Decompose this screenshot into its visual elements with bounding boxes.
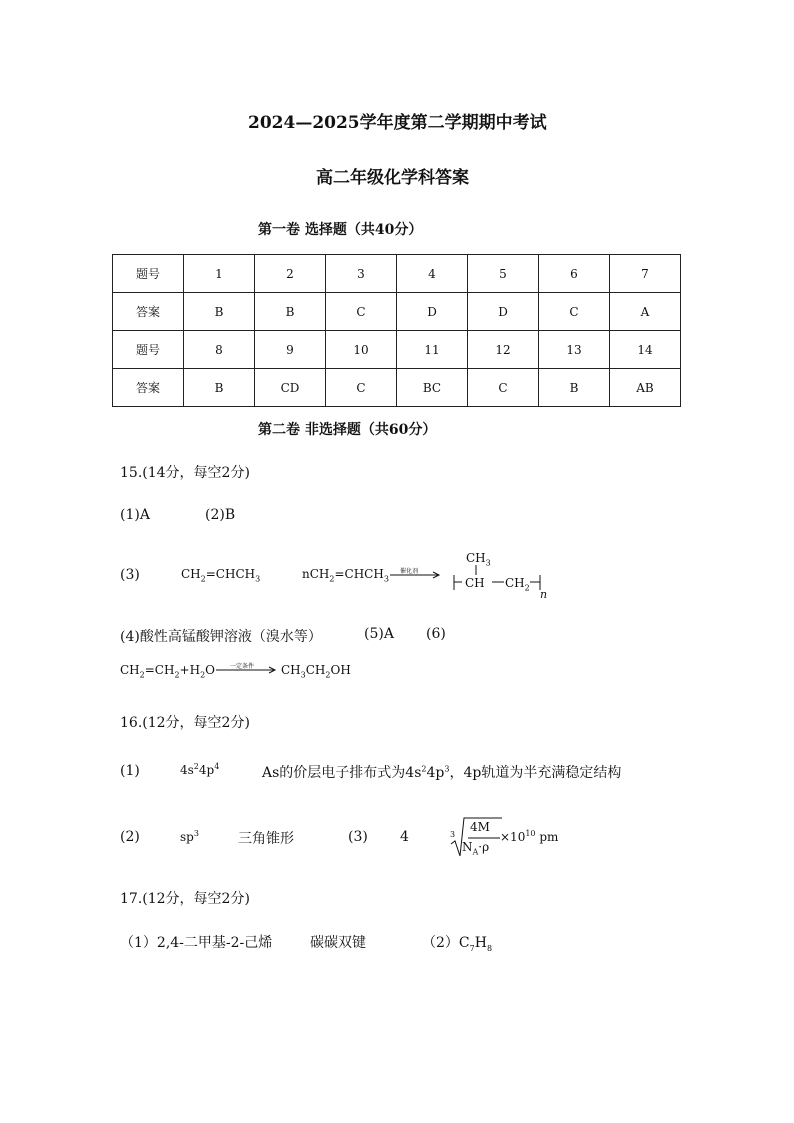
polymer-ch2: $CH_2$ [505, 576, 530, 593]
fraction-denominator: $N_A\cdot\rho$ [462, 840, 490, 857]
table-cell: B [184, 293, 255, 331]
q15-answer-4: (4)酸性高锰酸钾溶液（溴水等） [120, 629, 322, 645]
table-cell: 9 [255, 331, 326, 369]
fraction-numerator: 4M [470, 820, 490, 834]
table-cell: AB [610, 369, 681, 407]
table-row [113, 255, 681, 293]
table-cell: 5 [468, 255, 539, 293]
table-cell: B [255, 293, 326, 331]
polypropylene-structure [448, 548, 548, 602]
q15-hydration-condition: 一定条件 [230, 663, 255, 670]
table-cell: A [610, 293, 681, 331]
table-cell: C [326, 369, 397, 407]
q15-answer-2: (2)B [205, 507, 236, 523]
q16-molecular-shape: 三角锥形 [238, 831, 294, 847]
table-row [113, 293, 681, 331]
table-cell: D [397, 293, 468, 331]
q15-answer-3-label: (3) [120, 567, 140, 583]
polymer-methyl: $CH_3$ [466, 551, 491, 568]
q16-electron-config: $4s^24p^4$ [180, 762, 220, 777]
table-cell: 10 [326, 331, 397, 369]
q16-answer-3-value: 4 [400, 829, 409, 845]
q16-answer-1-label: (1) [120, 763, 140, 779]
q15-hydration-product: $CH_3CH_2OH$ [281, 663, 351, 680]
table-cell: 11 [397, 331, 468, 369]
q16-reason: As的价层电子排布式为$4s^24p^3$，4p轨道为半充满稳定结构 [262, 764, 622, 781]
table-cell: 6 [539, 255, 610, 293]
row-label: 答案 [113, 369, 184, 407]
q15-hydration-arrow [216, 665, 278, 675]
table-cell: 1 [184, 255, 255, 293]
table-row [113, 369, 681, 407]
q15-answer-6-label: (6) [426, 626, 446, 642]
q17-answer-2: $(2)C_7H_8$ [422, 935, 493, 953]
q15-heading: 15.(14分，每空2分) [120, 465, 250, 481]
table-cell: B [184, 369, 255, 407]
table-cell: B [539, 369, 610, 407]
q16-hybridization: $sp^3$ [180, 829, 199, 844]
table-cell: 2 [255, 255, 326, 293]
table-cell: CD [255, 369, 326, 407]
q15-polymerization-reactant: $nCH_2=CHCH_3$ [302, 567, 389, 584]
table-row [113, 331, 681, 369]
table-cell: 12 [468, 331, 539, 369]
row-label: 题号 [113, 331, 184, 369]
q15-answer-5: (5)A [364, 626, 394, 642]
table-cell: C [326, 293, 397, 331]
table-cell: 7 [610, 255, 681, 293]
table-cell: 8 [184, 331, 255, 369]
page-title: 2024—2025学年度第二学期期中考试 [248, 113, 547, 133]
table-cell: C [468, 369, 539, 407]
row-label: 答案 [113, 293, 184, 331]
q15-answer-1: (1)A [120, 507, 150, 523]
q16-answer-3-label: (3) [348, 829, 368, 845]
q17-heading: 17.(12分，每空2分) [120, 891, 250, 907]
q15-propene-formula: $CH_2=CHCH_3$ [181, 567, 261, 584]
q15-reaction-arrow [390, 570, 442, 580]
q16-answer-2-label: (2) [120, 829, 140, 845]
answer-table [112, 254, 681, 407]
polymer-n: n [540, 588, 548, 601]
q15-hydration-reactants: $CH_2=CH_2+H_2O$ [120, 663, 216, 680]
q17-answer-1b: 碳碳双键 [310, 935, 366, 951]
q16-heading: 16.(12分，每空2分) [120, 715, 250, 731]
page-subtitle: 高二年级化学科答案 [316, 168, 469, 188]
polymer-ch: CH [465, 576, 485, 590]
part1-heading: 第一卷 选择题（共40分） [258, 222, 423, 238]
part2-heading: 第二卷 非选择题（共60分） [258, 422, 437, 438]
table-cell: 3 [326, 255, 397, 293]
row-label: 题号 [113, 255, 184, 293]
table-cell: D [468, 293, 539, 331]
table-cell: 13 [539, 331, 610, 369]
table-cell: 4 [397, 255, 468, 293]
table-cell: BC [397, 369, 468, 407]
q16-density-multiplier: $\times 10^{10}$ pm [500, 829, 559, 844]
q15-catalyst-condition: 催化剂 [400, 568, 419, 575]
q17-answer-1: （1）2,4-二甲基-2-己烯 [120, 935, 273, 951]
table-cell: C [539, 293, 610, 331]
root-index: 3 [450, 830, 456, 839]
table-cell: 14 [610, 331, 681, 369]
